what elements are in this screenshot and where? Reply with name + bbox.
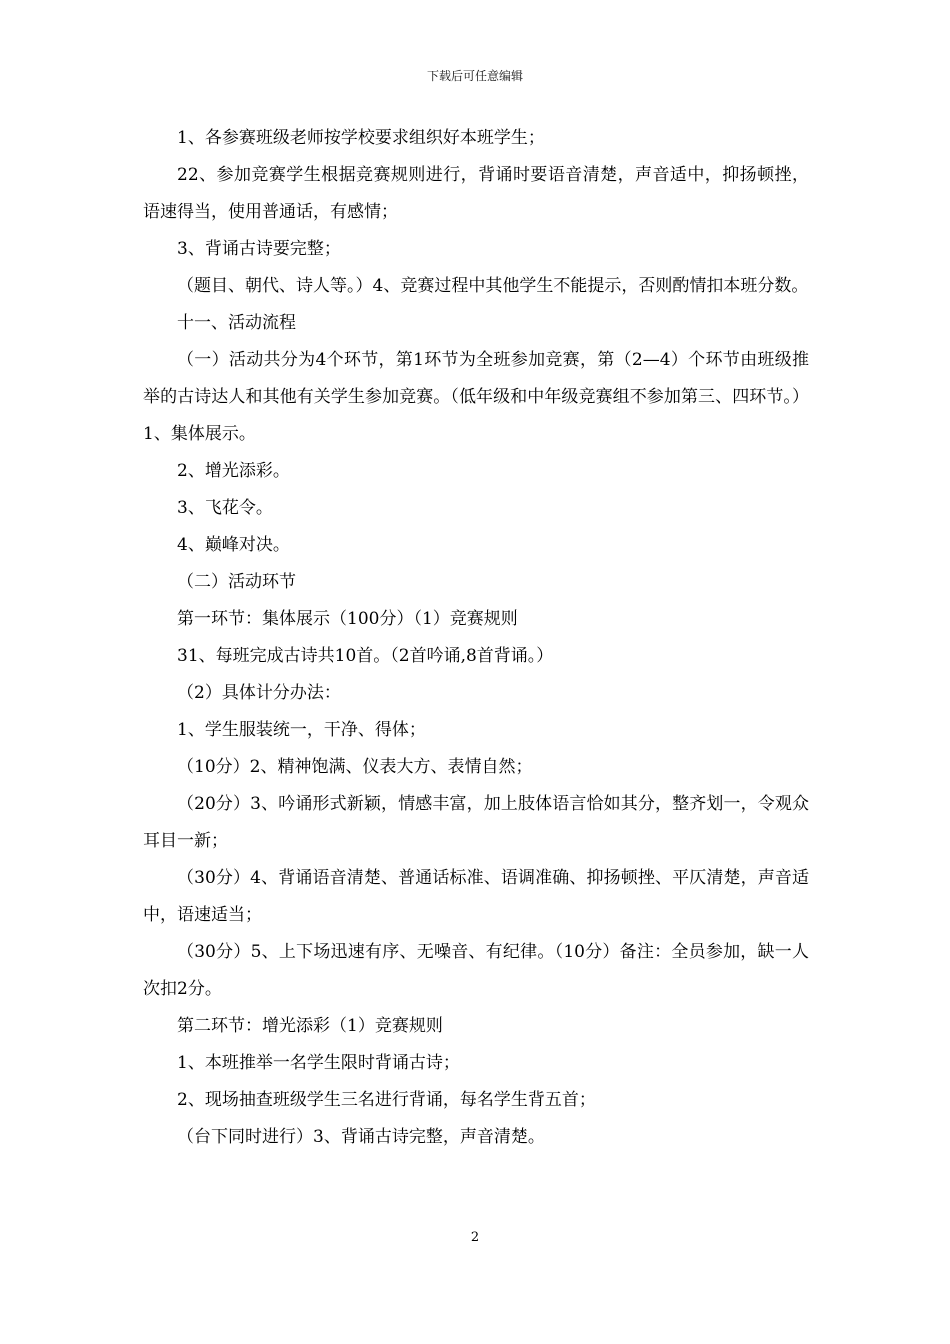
paragraph: 31、每班完成古诗共10首。（2首吟诵,8首背诵。） (177, 646, 554, 666)
paragraph: （题目、朝代、诗人等。）4、竞赛过程中其他学生不能提示，否则酌情扣本班分数。 (177, 276, 809, 296)
paragraph: （30分）5、上下场迅速有序、无噪音、有纪律。（10分）备注：全员参加，缺一人次扣2分。 (143, 942, 809, 999)
paragraph: 1、学生服装统一，干净、得体； (177, 720, 426, 740)
document-body (143, 120, 809, 1156)
paragraph: （30分）4、背诵语音清楚、普通话标准、语调准确、抑扬顿挫、平仄清楚，声音适中，语速适当； (143, 868, 809, 925)
paragraph: （台下同时进行）3、背诵古诗完整，声音清楚。 (177, 1127, 545, 1147)
paragraph: （10分）2、精神饱满、仪表大方、表情自然； (177, 757, 533, 777)
paragraph: （一）活动共分为4个环节，第1环节为全班参加竞赛，第（2—4）个环节由班级推举的古诗达人和其他有关学生参加竞赛。（低年级和中年级竞赛组不参加第三、四环节。）1、集体展示。 (143, 350, 809, 444)
paragraph: （2）具体计分办法： (177, 683, 341, 703)
paragraph: 1、各参赛班级老师按学校要求组织好本班学生； (177, 128, 545, 148)
section-heading: 十一、活动流程 (177, 313, 296, 333)
subsection-heading: （二）活动环节 (177, 572, 296, 592)
paragraph: 4、巅峰对决。 (177, 535, 290, 555)
paragraph: 第一环节：集体展示（100分）（1）竞赛规则 (177, 609, 518, 629)
paragraph: 第二环节：增光添彩（1）竞赛规则 (177, 1016, 443, 1036)
paragraph: 1、本班推举一名学生限时背诵古诗； (177, 1053, 460, 1073)
paragraph: （20分）3、吟诵形式新颖，情感丰富，加上肢体语言恰如其分，整齐划一，令观众耳目一新； (143, 794, 809, 851)
paragraph: 22、参加竞赛学生根据竞赛规则进行，背诵时要语音清楚，声音适中，抑扬顿挫，语速得当，使用普通话，有感情； (143, 165, 809, 222)
page-number: 2 (470, 1230, 480, 1245)
paragraph: 3、背诵古诗要完整； (177, 239, 341, 259)
paragraph: 2、现场抽查班级学生三名进行背诵，每名学生背五首； (177, 1090, 596, 1110)
paragraph: 2、增光添彩。 (177, 461, 290, 481)
paragraph: 3、飞花令。 (177, 498, 273, 518)
page-header: 下载后可任意编辑 (426, 69, 523, 83)
